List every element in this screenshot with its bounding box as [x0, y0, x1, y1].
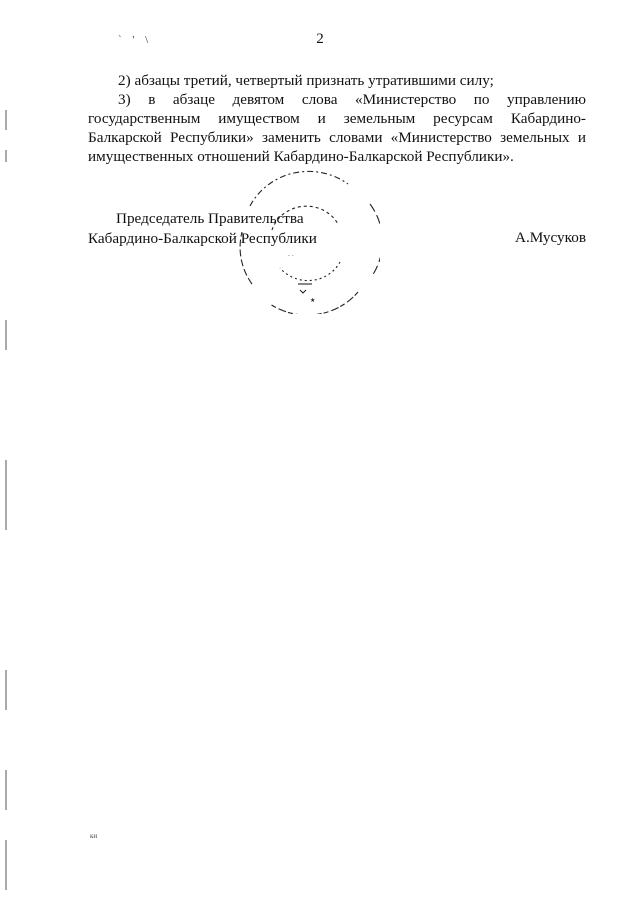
- document-body: [88, 71, 586, 166]
- scan-edge-marks: [3, 110, 9, 890]
- paragraph-item-2: 2) абзацы третий, четвертый признать утратившими силу;: [118, 72, 494, 89]
- scan-marks: ` ' \: [118, 34, 153, 46]
- signatory-name: А.Мусуков: [515, 229, 586, 246]
- signatory-title: [88, 209, 317, 249]
- svg-text:★: ★: [310, 297, 316, 304]
- signatory-position: Председатель Правительства: [116, 210, 304, 227]
- paragraph-item-3: 3) в абзаце девятом слова «Министерство по управлению государственным имуществом и земельным ресурсам Кабардино-Балкарской Республики» заменить словами «Министерство земельных и имущественных отношений Кабардино-Балкарской Республики».: [88, 91, 586, 165]
- signatory-organization: Кабардино-Балкарской Республики: [88, 230, 317, 247]
- svg-text:· ·: · ·: [288, 253, 294, 260]
- footer-mark: ки: [90, 832, 98, 840]
- page-number: 2: [316, 31, 324, 47]
